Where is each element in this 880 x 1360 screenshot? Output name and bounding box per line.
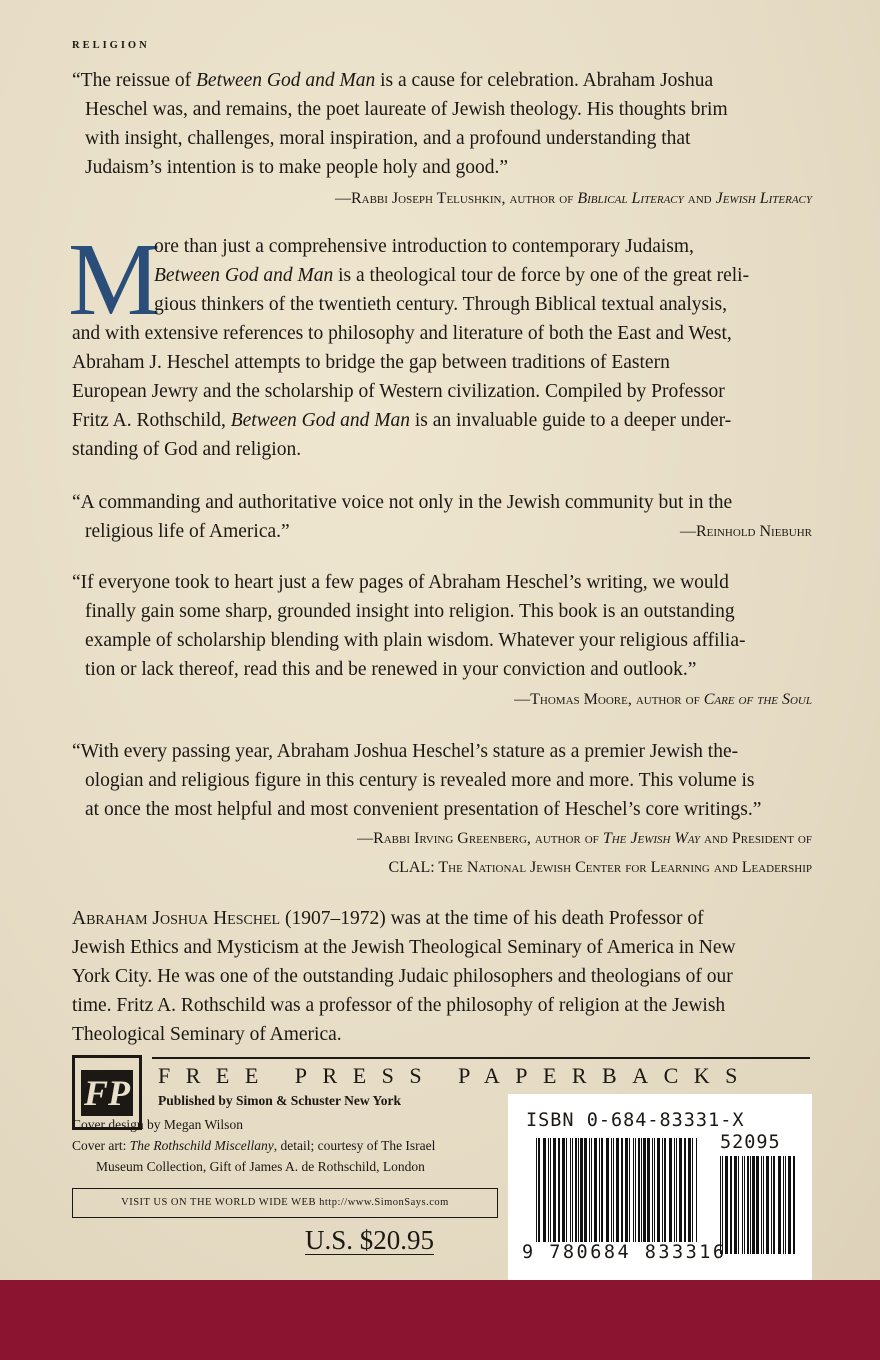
barcode-bar: [696, 1138, 697, 1242]
barcode-bar: [599, 1138, 600, 1242]
publisher-logo-mark: FP: [81, 1070, 133, 1116]
barcode-bar: [766, 1156, 769, 1254]
barcode-bar: [744, 1156, 745, 1254]
barcode-bar: [575, 1138, 577, 1242]
imprint-rule: [152, 1057, 810, 1059]
barcode-bar: [756, 1156, 759, 1254]
barcode-bar: [558, 1138, 560, 1242]
barcode-bar: [662, 1138, 663, 1242]
barcode-bar: [778, 1156, 781, 1254]
price-addon-text: 52095: [720, 1132, 781, 1153]
attribution-moore: —Thomas Moore, author of Care of the Soul: [514, 691, 812, 708]
barcode-bar: [635, 1138, 636, 1242]
category-label: RELIGION: [72, 40, 150, 51]
barcode-bar: [601, 1138, 603, 1242]
barcode-bar: [785, 1156, 786, 1254]
price-label: U.S. $20.95: [305, 1225, 435, 1255]
quote-line: “The reissue of Between God and Man is a cause for celebration. Abraham Joshua: [72, 70, 714, 91]
quote-line: Heschel was, and remains, the poet laureate of Jewish theology. His thoughts brim: [85, 99, 728, 120]
barcode-bar: [669, 1138, 672, 1242]
barcode-bar: [763, 1156, 764, 1254]
barcode-bar: [654, 1138, 655, 1242]
barcode-bar: [750, 1156, 751, 1254]
barcode-bar: [611, 1138, 612, 1242]
barcode-panel: [508, 1094, 812, 1280]
barcode-bar: [621, 1138, 623, 1242]
barcode-bar: [773, 1156, 775, 1254]
barcode-bar: [633, 1138, 634, 1242]
quote-moore: “If everyone took to heart just a few pages of Abraham Heschel’s writing, we would finally gain some sharp, grounded insight into religion. This book is an outstanding example of scholarship blending with plain wisdom. Whatever your religious affilia- tion or lack thereof, read this and be renewed in your conviction and outlook.”: [72, 572, 746, 680]
website-box: VISIT US ON THE WORLD WIDE WEB http://www.SimonSays.com: [72, 1188, 498, 1218]
imprint-name: FREE PRESS PAPERBACKS: [158, 1063, 753, 1088]
barcode-bar: [788, 1156, 791, 1254]
barcode-bar: [613, 1138, 614, 1242]
barcode-bar: [692, 1138, 693, 1242]
barcode-bar: [793, 1156, 795, 1254]
barcode-bar: [747, 1156, 749, 1254]
barcode-bar: [606, 1138, 609, 1242]
intro-paragraph: ore than just a comprehensive introduction to contemporary Judaism, Between God and Man is a theological tour de force by one of the great reli- gious thinkers of the twentieth century. Through Biblical textual analysis, and with extensive references to philosophy and literature of both the East and West, Abraham J. Heschel attempts to bridge the gap between traditions of Eastern European Jewry and the scholarship of Western civilization. Compiled by Professor Fritz A. Rothschild, Between God and Man is an invaluable guide to a deeper under- standing of God and religion.: [72, 236, 750, 460]
barcode-bar: [643, 1138, 646, 1242]
barcode-bar: [652, 1138, 653, 1242]
drop-cap: M: [68, 222, 161, 337]
quote-niebuhr: “A commanding and authoritative voice not only in the Jewish community but in the religious life of America.”: [72, 492, 733, 542]
cover-credits: Cover design by Megan Wilson Cover art: The Rothschild Miscellany, detail; courtesy of The Israel Museum Collection, Gift of James A. de Rothschild, London: [72, 1117, 436, 1174]
barcode-bar: [638, 1138, 640, 1242]
attribution-greenberg: —Rabbi Irving Greenberg, author of The Jewish Way and President of: [357, 830, 812, 847]
attribution-greenberg-line2: CLAL: The National Jewish Center for Learning and Leadership: [388, 859, 812, 876]
quote-greenberg: “With every passing year, Abraham Joshua Heschel’s stature as a premier Jewish the- ologian and religious figure in this century is revealed more and more. This volume is at once the most helpful and most convenient presentation of Heschel’s core writings.”: [72, 741, 762, 820]
barcode-bar: [629, 1138, 630, 1242]
barcode-bar: [657, 1138, 660, 1242]
barcode-bar: [679, 1138, 682, 1242]
quote-telushkin: [72, 66, 812, 182]
barcode-bar: [594, 1138, 597, 1242]
barcode-bar: [589, 1138, 590, 1242]
barcode-bar: [674, 1138, 675, 1242]
barcode-bar: [734, 1156, 737, 1254]
ean-number: 9 780684 833316: [522, 1242, 727, 1263]
barcode-bar: [783, 1156, 784, 1254]
barcode-bar: [572, 1138, 573, 1242]
barcode-bar: [771, 1156, 772, 1254]
barcode-bar: [584, 1138, 587, 1242]
barcode-bar: [688, 1138, 691, 1242]
barcode-bar: [550, 1138, 551, 1242]
publisher-line: Published by Simon & Schuster New York: [158, 1093, 402, 1108]
barcode-bar: [562, 1138, 565, 1242]
barcode-bar: [570, 1138, 571, 1242]
barcode-bar: [566, 1138, 567, 1242]
barcode-bar: [676, 1138, 677, 1242]
bottom-color-band: [0, 1280, 880, 1360]
isbn-text: ISBN 0-684-83331-X: [526, 1110, 745, 1131]
barcode-bar: [752, 1156, 755, 1254]
barcode-bar: [720, 1156, 721, 1254]
barcode-bar: [591, 1138, 592, 1242]
quote-line: Judaism’s intention is to make people holy and good.”: [85, 157, 508, 178]
barcode-bar: [578, 1138, 579, 1242]
barcode-bar: [684, 1138, 686, 1242]
barcode-bar: [730, 1156, 732, 1254]
barcode-bar: [580, 1138, 583, 1242]
barcode-bar: [738, 1156, 739, 1254]
barcode-bar: [761, 1156, 762, 1254]
barcode-bar: [722, 1156, 723, 1254]
attribution-niebuhr: —Reinhold Niebuhr: [679, 523, 812, 540]
barcode-bar: [742, 1156, 743, 1254]
barcode-bar: [543, 1138, 546, 1242]
barcode-bar: [616, 1138, 619, 1242]
barcode-bar: [725, 1156, 728, 1254]
barcode-bar: [625, 1138, 628, 1242]
barcode-bar: [538, 1138, 540, 1242]
barcode-bar: [548, 1138, 549, 1242]
barcode-bar: [536, 1138, 537, 1242]
barcode-bar: [641, 1138, 642, 1242]
barcode-bar: [664, 1138, 666, 1242]
barcode-bar: [647, 1138, 650, 1242]
author-bio: Abraham Joshua Heschel (1907–1972) was at the time of his death Professor of Jewish Ethics and Mysticism at the Jewish Theological Seminary of America in New York City. He was one of the outstanding Judaic philosophers and theologians of our time. Fritz A. Rothschild was a professor of the philosophy of religion at the Jewish Theological Seminary of America.: [72, 908, 736, 1045]
quote-line: with insight, challenges, moral inspiration, and a profound understanding that: [85, 128, 691, 149]
attribution-telushkin: —Rabbi Joseph Telushkin, author of Biblical Literacy and Jewish Literacy: [334, 190, 812, 207]
barcode-bar: [553, 1138, 556, 1242]
